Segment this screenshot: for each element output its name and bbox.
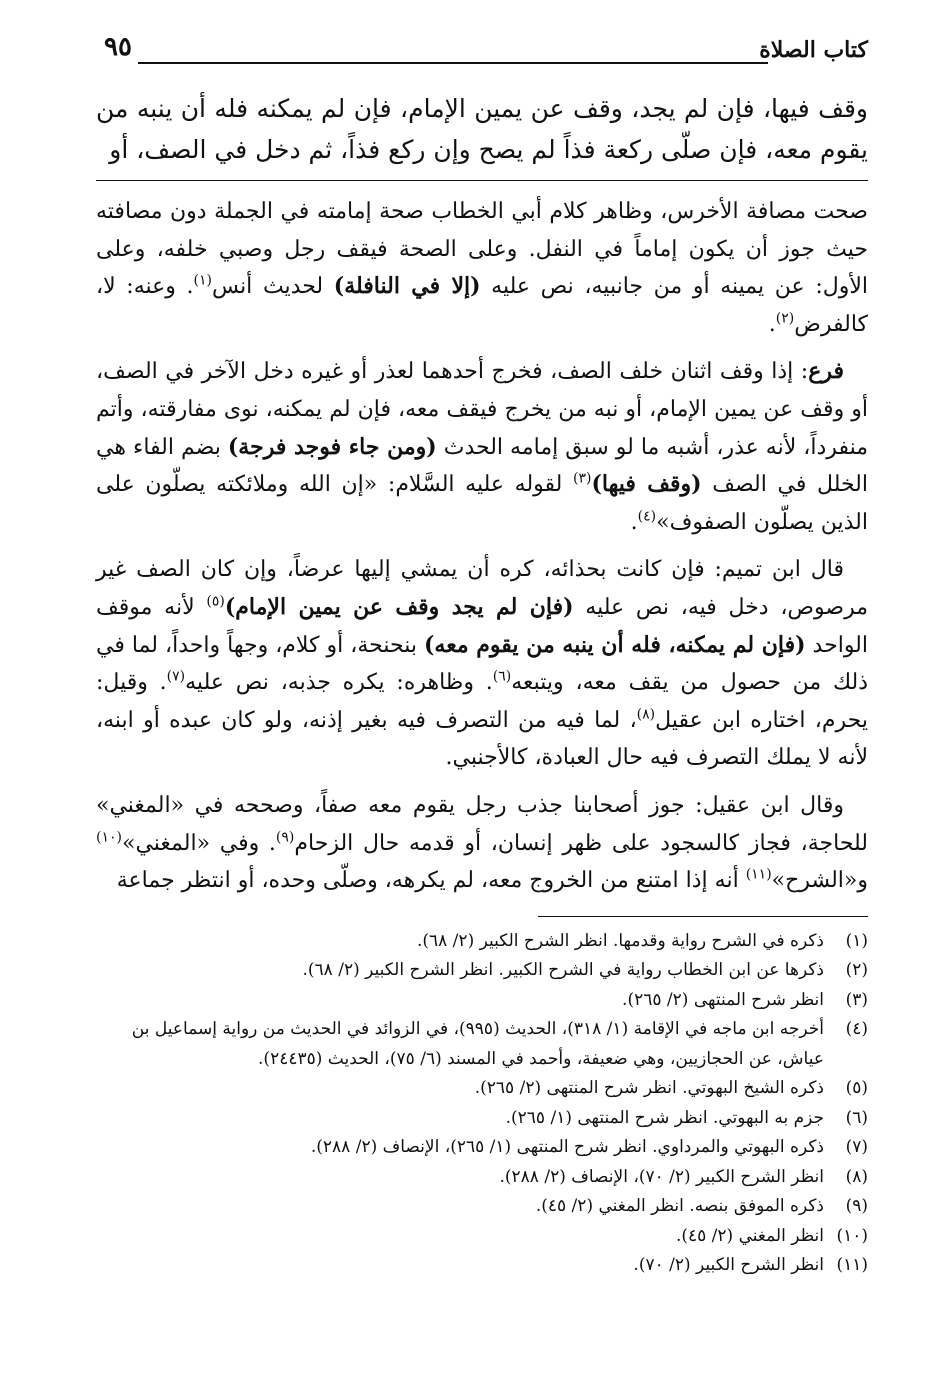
footnote-number: (١) [845, 930, 868, 951]
text-run: لقوله عليه السَّلام: «إن الله وملائكته يصلّون على الذين يصلّون الصفوف» [96, 472, 868, 535]
main-text: وقف فيها، فإن لم يجد، وقف عن يمين الإمام، فإن لم يمكنه فله أن ينبه من يقوم معه، فإن صلّى ركعة فذاً لم يصح وإن ركع فذاً، ثم دخل في الصف، أو [96, 94, 868, 164]
footnotes [96, 927, 868, 1281]
footnote-text: ذكرها عن ابن الخطاب رواية في الشرح الكبير. انظر الشرح الكبير (٢/ ٦٨). [302, 960, 824, 981]
chapter-title: كتاب الصلاة [759, 37, 868, 63]
footnote-ref[interactable]: (٨) [636, 706, 656, 723]
footnote [96, 1222, 868, 1252]
footnote-text: جزم به البهوتي. انظر شرح المنتهى (١/ ٢٦٥). [505, 1107, 824, 1128]
text-run: صحت مصافة الأخرس، وظاهر كلام أبي الخطاب صحة إمامته في الجملة دون مصافته حيث جوز أن يكون إماماً في النفل. وعلى الصحة فيقف رجل وصبي خلفه، وعلى الأول: عن يمينه أو من جانبيه، نص عليه [96, 199, 869, 300]
text-run: . وقيل: يحرم، اختاره ابن عقيل [96, 670, 868, 733]
text-run: ، لما فيه من التصرف فيه بغير إذنه، ولو كان عبده أو ابنه، لأنه لا يملك التصرف فيه حال العبادة، كالأجنبي. [96, 707, 868, 771]
footnote-number: (١١) [836, 1255, 868, 1276]
footnote-number: (٥) [845, 1078, 868, 1099]
footnote-number: (٤) [845, 1019, 868, 1040]
footnote [96, 986, 868, 1016]
running-header [96, 30, 868, 66]
footnote-text: ذكره الموفق بنصه. انظر المغني (٢/ ٤٥). [535, 1196, 824, 1217]
footnote [96, 1133, 868, 1163]
text-run: بضم الفاء هي الخلل في الصف [96, 434, 868, 498]
bold-quote: (وقف فيها) [591, 471, 702, 498]
text-run: : إذا وقف اثنان خلف الصف، فخرج أحدهما لعذر أو غيره دخل الآخر في الصف، أو وقف عن يمين الإمام، أو نبه من يخرج فيقف معه، فإن لم يمكنه، نوى مفارقته، وأتم منفرداً، لأنه عذر، أشبه ما لو سبق إمامه الحدث [96, 359, 868, 460]
footnote-ref[interactable]: (١١) [745, 866, 772, 883]
footnote [96, 1163, 868, 1193]
text-run: قال ابن تميم: فإن كانت بحذائه، كره أن يمشي إليها عرضاً، وإن كان الصف غير مرصوص، دخل فيه، نص عليه [96, 557, 868, 620]
bold-quote: (ومن جاء فوجد فرجة) [227, 433, 437, 460]
footnote-separator [538, 916, 868, 917]
footnote [96, 1251, 868, 1281]
footnote-ref[interactable]: (٣) [573, 470, 592, 487]
footnote-ref[interactable]: (١) [193, 272, 213, 289]
footnote-number: (٣) [845, 989, 868, 1010]
matn-separator [96, 180, 868, 181]
footnote-text: ذكره البهوتي والمرداوي. انظر شرح المنتهى (١/ ٢٦٥)، الإنصاف (٢/ ٢٨٨). [310, 1137, 824, 1158]
commentary [96, 193, 868, 900]
commentary-paragraph-1 [96, 193, 868, 343]
header-rule [138, 62, 768, 64]
footnote-text: ذكره في الشرح رواية وقدمها. انظر الشرح الكبير (٢/ ٦٨). [416, 930, 824, 951]
commentary-paragraph-4 [96, 787, 868, 900]
text-run: أنه إذا امتنع من الخروج معه، لم يكرهه، وصلّى وحده، أو انتظر جماعة [116, 868, 746, 894]
bold-quote: (فإن لم يجد وقف عن يمين الإمام) [224, 593, 574, 620]
footnote [96, 1015, 868, 1074]
footnote [96, 927, 868, 957]
book-page [96, 30, 868, 1281]
footnote [96, 1192, 868, 1222]
text-run: و«الشرح» [771, 868, 868, 894]
text-run: وقال ابن عقيل: جوز أصحابنا جذب رجل يقوم معه صفاً، وصححه في «المغني» للحاجة، فجاز كالسجود على ظهر إنسان، أو قدمه حال الزحام [96, 792, 868, 856]
footnote-text: انظر الشرح الكبير (٢/ ٧٠). [633, 1255, 824, 1276]
footnote-ref[interactable]: (٧) [166, 668, 186, 685]
footnote-number: (١٠) [836, 1225, 868, 1246]
commentary-paragraph-3 [96, 551, 868, 777]
footnote-text: أخرجه ابن ماجه في الإقامة (١/ ٣١٨)، الحديث (٩٩٥)، في الزوائد في الحديث من رواية إسماعيل بن عياش، عن الحجازيين، وهي ضعيفة، وأحمد في المسند (٦/ ٧٥)، الحديث (٢٤٤٣٥). [131, 1019, 824, 1069]
footnote-ref[interactable]: (٤) [637, 508, 657, 525]
page-number: ٩٥ [104, 32, 132, 62]
footnote-text: انظر الشرح الكبير (٢/ ٧٠)، الإنصاف (٢/ ٢٨٨). [499, 1166, 824, 1187]
text-run: بنحنحة، أو كلام، وجهاً واحداً، لما في ذلك من حصول من يقف معه، ويتبعه [96, 632, 869, 696]
footnote-number: (٩) [845, 1196, 868, 1217]
footnote-ref[interactable]: (٥) [206, 593, 225, 610]
footnote-text: ذكره الشيخ البهوتي. انظر شرح المنتهى (٢/ ٢٦٥). [474, 1078, 824, 1099]
bold-quote: (إلا في النافلة) [333, 273, 481, 300]
footnote-number: (٧) [845, 1137, 868, 1158]
footnote-number: (٢) [845, 960, 868, 981]
footnote [96, 1074, 868, 1104]
text-run: . [630, 509, 638, 535]
footnote-number: (٨) [845, 1166, 868, 1187]
footnote-ref[interactable]: (١٠) [96, 829, 122, 846]
footnote [96, 956, 868, 986]
footnote-ref[interactable]: (٩) [275, 829, 295, 846]
commentary-paragraph-2 [96, 353, 868, 541]
text-run: لأنه موقف الواحد [96, 594, 869, 658]
text-run: . وفي «المغني» [121, 830, 276, 856]
bold-quote: (فإن لم يمكنه، فله أن ينبه من يقوم معه) [424, 631, 806, 658]
footnote [96, 1104, 868, 1134]
text-run: . وعنه: لا، كالفرض [96, 274, 868, 337]
bold-heading: فرع [808, 358, 844, 385]
text-run: . [768, 311, 776, 337]
footnote-text: انظر المغني (٢/ ٤٥). [675, 1225, 824, 1246]
footnote-ref[interactable]: (٢) [775, 310, 795, 327]
text-run: . وظاهره: يكره جذبه، نص عليه [185, 670, 493, 696]
text-run: لحديث أنس [212, 274, 334, 300]
footnote-number: (٦) [845, 1107, 868, 1128]
footnote-text: انظر شرح المنتهى (٢/ ٢٦٥). [622, 989, 824, 1010]
footnote-ref[interactable]: (٦) [492, 668, 512, 685]
